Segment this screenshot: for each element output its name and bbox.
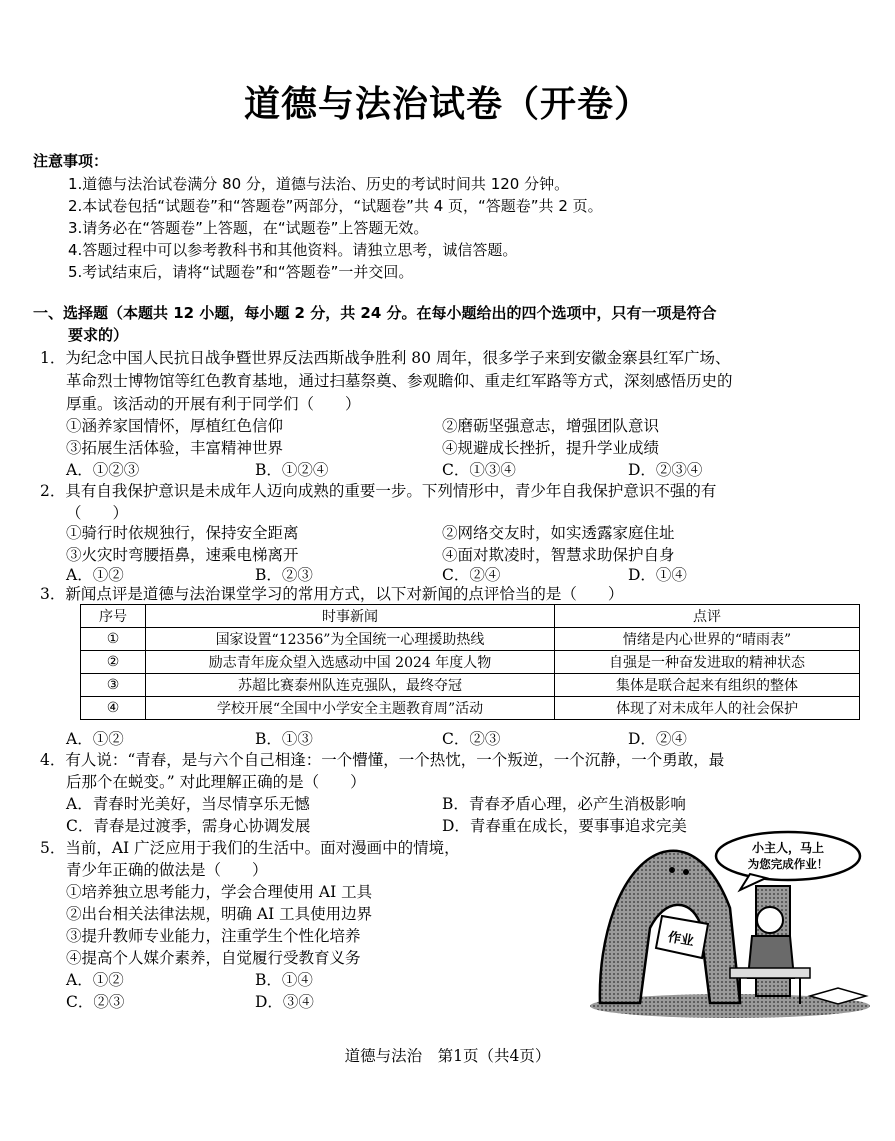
table-header-row [81,605,860,628]
q4-stem-line-2: 后那个在蜕变。” 对此理解正确的是（ ） [66,773,366,791]
robot-eye [683,869,689,875]
q5-statement-2: ②出台相关法律法规，明确 AI 工具使用边界 [66,905,373,923]
q3-option-d: D．②④ [628,730,687,748]
q1-stem-line-3: 厚重。该活动的开展有利于同学们（ ） [66,395,361,413]
row-news: 学校开展“全国中小学安全主题教育周”活动 [146,697,555,720]
note-item-5: 5.考试结束后，请将“试题卷”和“答题卷”一并交回。 [68,263,414,281]
header-number: 序号 [81,605,146,628]
table-row [81,628,860,651]
note-item-3: 3.请务必在“答题卷”上答题，在“试题卷”上答题无效。 [68,219,429,237]
page-footer: 道德与法治 第1页（共4页） [344,1047,551,1065]
header-comment: 点评 [555,605,860,628]
note-item-1: 1.道德与法治试卷满分 80 分，道德与法治、历史的考试时间共 120 分钟。 [68,175,570,193]
q5-statement-1: ①培养独立思考能力，学会合理使用 AI 工具 [66,883,373,901]
q5-option-c: C．②③ [66,993,125,1011]
row-number: ④ [81,697,146,720]
q5-stem-line-2: 青少年正确的做法是（ ） [66,861,268,879]
q1-statement-3: ③拓展生活体验，丰富精神世界 [66,439,284,457]
q2-statement-3: ③火灾时弯腰捂鼻，速乘电梯离开 [66,546,299,564]
row-comment: 自强是一种奋发进取的精神状态 [555,651,860,674]
q1-option-b: B．①②④ [255,461,329,479]
q4-option-d: D．青春重在成长，要事事追求完美 [442,817,687,835]
speech-bubble [716,832,860,890]
q4-option-b: B．青春矛盾心理，必产生消极影响 [442,795,686,813]
table-row [81,674,860,697]
row-comment: 情绪是内心世界的“晴雨表” [555,628,860,651]
q5-option-b: B．①④ [255,971,313,989]
ai-homework-cartoon [580,828,870,1018]
row-news: 国家设置“12356”为全国统一心理援助热线 [146,628,555,651]
row-news: 励志青年庞众望入选感动中国 2024 年度人物 [146,651,555,674]
page-title: 道德与法治试卷（开卷） [243,84,651,125]
row-news: 苏超比赛泰州队连克强队，最终夺冠 [146,674,555,697]
q4-stem-line-1: 4．有人说：“青春，是与六个自己相逢：一个懵懂，一个热忱，一个叛逆，一个沉静，一个勇敢，最 [40,751,725,769]
note-item-4: 4.答题过程中可以参考教科书和其他资料。请独立思考，诚信答题。 [68,241,518,259]
q4-option-c: C．青春是过渡季，需身心协调发展 [66,817,311,835]
section-heading: 一、选择题（本题共 12 小题，每小题 2 分，共 24 分。在每小题给出的四个选项中，只有一项是符合 [33,304,717,322]
table-row [81,651,860,674]
note-item-2: 2.本试卷包括“试题卷”和“答题卷”两部分，“试题卷”共 4 页，“答题卷”共 2 页。 [68,197,603,215]
section-heading-cont: 要求的） [68,326,129,344]
q5-option-a: A．①② [66,971,124,989]
q5-stem-line-1: 5．当前，AI 广泛应用于我们的生活中。面对漫画中的情境， [40,839,460,857]
q5-statement-4: ④提高个人媒介素养，自觉履行受教育义务 [66,949,361,967]
homework-book-icon [656,916,708,958]
row-number: ③ [81,674,146,697]
table-row [81,697,860,720]
q5-statement-3: ③提升教师专业能力，注重学生个性化培养 [66,927,361,945]
q1-statement-1: ①涵养家国情怀，厚植红色信仰 [66,417,284,435]
q5-option-d: D．③④ [255,993,314,1011]
header-news: 时事新闻 [146,605,555,628]
robot-eye [669,867,675,873]
q2-statement-2: ②网络交友时，如实透露家庭住址 [442,524,675,542]
q3-option-b: B．①③ [255,730,313,748]
q1-option-c: C．①③④ [442,461,516,479]
q2-option-b: B．②③ [255,566,313,584]
q3-option-c: C．②③ [442,730,501,748]
notes-heading: 注意事项： [33,152,109,170]
bubble-text-line-1: 小主人，马上 [751,841,825,855]
row-comment: 集体是联合起来有组织的整体 [555,674,860,697]
q1-stem-line-2: 革命烈士博物馆等红色教育基地，通过扫墓祭奠、参观瞻仰、重走红军路等方式，深刻感悟历史的 [66,372,733,390]
row-number: ② [81,651,146,674]
q1-statement-4: ④规避成长挫折，提升学业成绩 [442,439,660,457]
bubble-text-line-2: 为您完成作业！ [747,857,829,871]
q2-option-c: C．②④ [442,566,501,584]
q4-option-a: A．青春时光美好，当尽情享乐无憾 [66,795,310,813]
book-label: 作业 [666,930,695,950]
q1-option-d: D．②③④ [628,461,703,479]
q1-stem-line-1: 1．为纪念中国人民抗日战争暨世界反法西斯战争胜利 80 周年，很多学子来到安徽金寨县红军广场、 [40,349,731,367]
row-number: ① [81,628,146,651]
q2-statement-4: ④面对欺凌时，智慧求助保护自身 [442,546,675,564]
q2-option-d: D．①④ [628,566,687,584]
q2-option-a: A．①② [66,566,124,584]
q3-stem: 3．新闻点评是道德与法治课堂学习的常用方式，以下对新闻的点评恰当的是（ ） [40,585,624,603]
row-comment: 体现了对未成年人的社会保护 [555,697,860,720]
q2-statement-1: ①骑行时依规独行，保持安全距离 [66,524,299,542]
q2-stem-line-2: （ ） [66,504,129,522]
q1-statement-2: ②磨砺坚强意志，增强团队意识 [442,417,660,435]
q3-option-a: A．①② [66,730,124,748]
news-table [80,604,860,720]
q2-stem-line-1: 2．具有自我保护意识是未成年人迈向成熟的重要一步。下列情形中，青少年自我保护意识不强的有 [40,482,717,500]
q1-option-a: A．①②③ [66,461,140,479]
